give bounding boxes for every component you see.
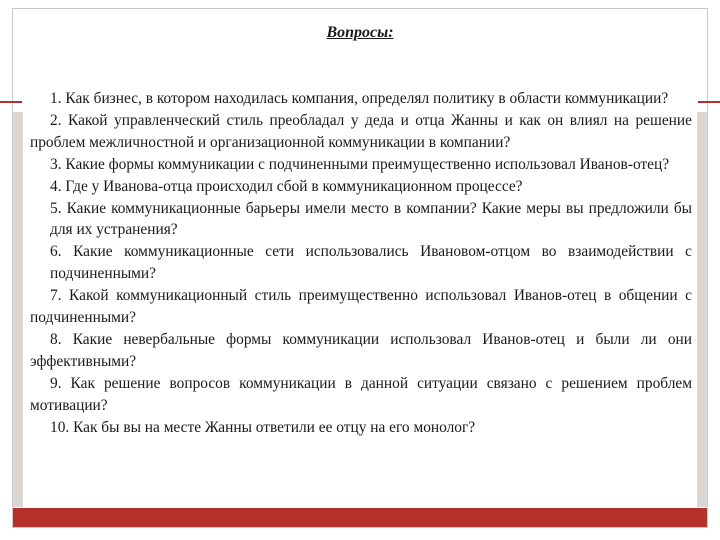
right-accent-line (698, 101, 720, 103)
page-title: Вопросы: (326, 24, 394, 41)
question-item: 6. Какие коммуникационные сети использовались Ивановом-отцом во взаимодействии с подчиненными? (50, 243, 692, 283)
bottom-accent-bar (13, 508, 707, 527)
question-item: 5. Какие коммуникационные барьеры имели место в компании? Какие меры вы предложили бы для их устранения? (50, 199, 692, 239)
question-item: 7. Какой коммуникационный стиль преимущественно использовал Иванов-отец в общении с подчиненными? (30, 287, 692, 327)
left-accent-line (0, 101, 22, 103)
question-item: 1. Как бизнес, в котором находилась компания, определял политику в области коммуникации? (50, 90, 669, 107)
question-item: 2. Какой управленческий стиль преобладал у деда и отца Жанны и как он влиял на решение проблем межличностной и организационной коммуникации в компании? (30, 111, 692, 151)
question-item: 8. Какие невербальные формы коммуникации использовал Иванов-отец и были ли они эффективными? (30, 330, 692, 370)
question-item: 3. Какие формы коммуникации с подчиненными преимущественно использовал Иванов-отец? (50, 155, 670, 173)
question-item: 9. Как решение вопросов коммуникации в данной ситуации связано с решением проблем мотивации? (30, 374, 692, 414)
questions-list (30, 88, 692, 439)
right-side-panel (697, 112, 707, 507)
question-item: 10. Как бы вы на месте Жанны ответили ее отцу на его монолог? (50, 418, 476, 436)
question-item: 4. Где у Иванова-отца происходил сбой в коммуникационном процессе? (50, 177, 523, 195)
left-side-panel (13, 112, 23, 507)
